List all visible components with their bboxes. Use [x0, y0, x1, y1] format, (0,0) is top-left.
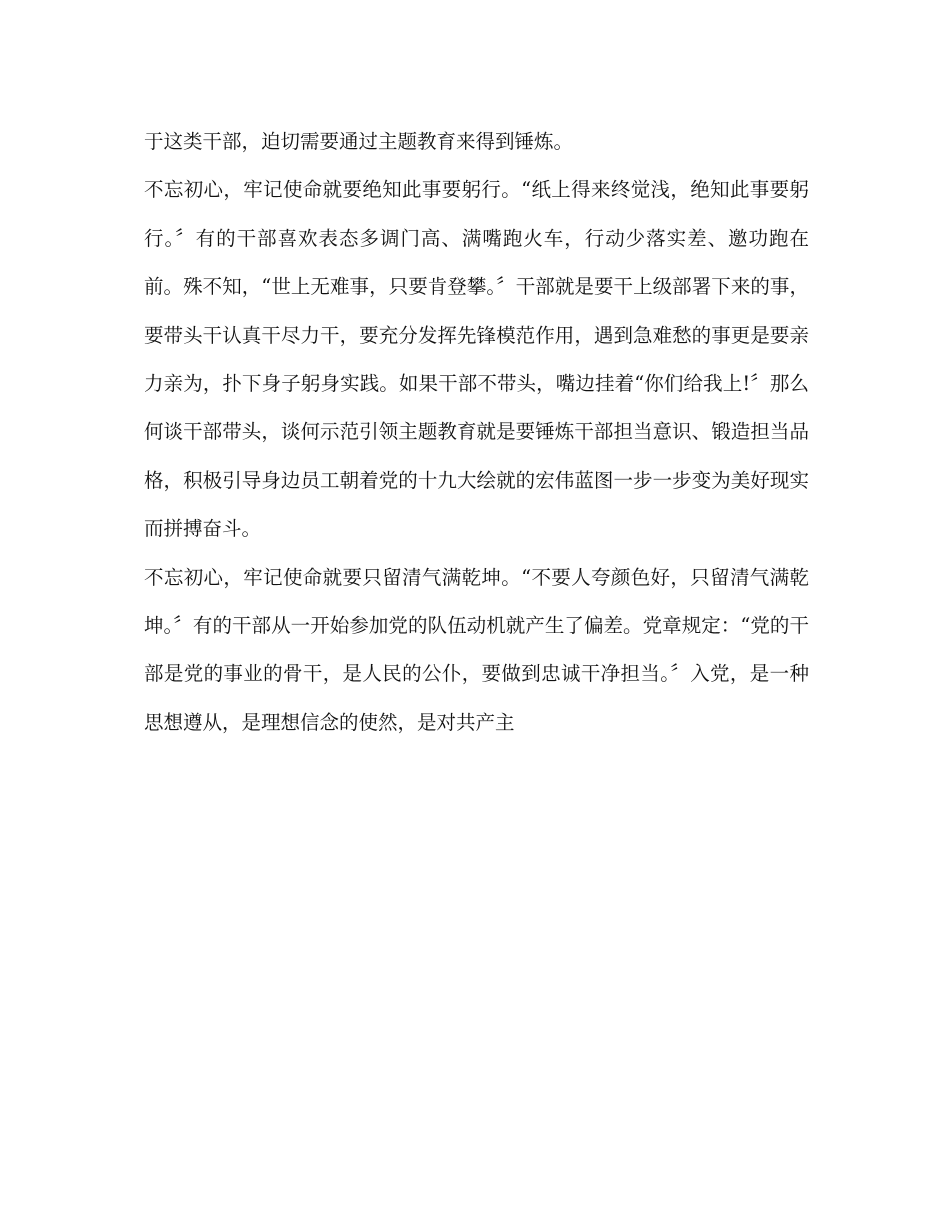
document-body — [144, 118, 809, 747]
paragraph-1: 于这类干部，迫切需要通过主题教育来得到锤炼。 — [144, 130, 574, 153]
paragraph-2: 不忘初心，牢记使命就要绝知此事要躬行。“纸上得来终觉浅，绝知此事要躬行。〞有的干部喜欢表态多调门高、满嘴跑火车，行动少落实差、邀功跑在前。殊不知，“世上无难事，只要肯登攀。〞干部就是要干上级部署下来的事，要带头干认真干尽力干，要充分发挥先锋模范作用，遇到急难愁的事更是要亲力亲为，扑下身子躬身实践。如果干部不带头，嘴边挂着“你们给我上!〞那么何谈干部带头，谈何示范引领主题教育就是要锤炼干部担当意识、锻造担当品格，积极引导身边员工朝着党的十九大绘就的宏伟蓝图一步一步变为美好现实而拼搏奋斗。 — [144, 178, 809, 541]
paragraph-3: 不忘初心，牢记使命就要只留清气满乾坤。“不要人夸颜色好，只留清气满乾坤。〞有的干部从一开始参加党的队伍动机就产生了偏差。党章规定：“党的干部是党的事业的骨干，是人民的公仆，要做到忠诚干净担当。〞入党，是一种思想遵从，是理想信念的使然，是对共产主 — [144, 565, 809, 734]
